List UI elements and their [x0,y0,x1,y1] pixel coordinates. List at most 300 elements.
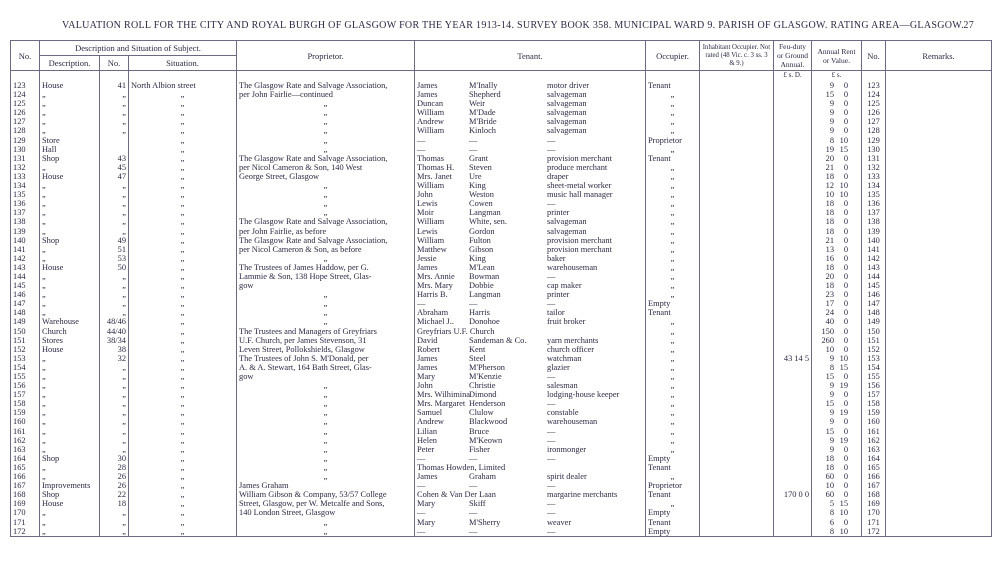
col-tenant: Tenant. [415,41,646,71]
row-remarks [886,245,992,254]
row-tenant [415,372,646,381]
row-rent [812,427,862,436]
row-feuduty [774,481,812,490]
row-rent [812,354,862,363]
row-inhabitant [700,399,774,408]
tenant-occupation: salvageman [547,217,587,227]
row-tenant [415,236,646,245]
row-proprietor: „ [237,463,415,472]
tenant-first-name: Thomas [417,153,444,163]
row-remarks [886,490,992,499]
row-remarks [886,254,992,263]
row-description: „ [40,281,100,290]
row-feuduty [774,272,812,281]
table-row [11,454,992,463]
row-occupier: „ [646,181,700,190]
row-rent [812,527,862,537]
row-description: Church [40,327,100,336]
row-description: Warehouse [40,317,100,326]
rent-pounds: 9 [829,408,834,418]
row-feuduty [774,136,812,145]
row-no: 141 [11,245,40,254]
row-remarks [886,154,992,163]
tenant-surname: Sandeman & Co. [469,335,527,345]
row-situation: „ [129,390,237,399]
row-remarks [886,317,992,326]
rent-pounds: 8 [829,526,834,536]
row-no: 139 [11,227,40,236]
table-row [11,172,992,181]
row-no2: 171 [862,518,886,527]
table-row [11,254,992,263]
table-row [11,227,992,236]
row-inhabitant [700,408,774,417]
row-proprietor: „ [237,290,415,299]
row-description: „ [40,508,100,517]
row-occupier: „ [646,445,700,454]
rent-pounds: 260 [821,335,834,345]
row-no2: 163 [862,445,886,454]
tenant-surname: Cowen [469,199,493,209]
row-inhabitant [700,427,774,436]
tenant-first-name: William [417,235,445,245]
tenant-surname: — [469,526,478,536]
row-occupier: „ [646,354,700,363]
valuation-table [10,40,992,537]
row-description: House [40,499,100,508]
tenant-occupation: constable [547,408,579,418]
row-situation: „ [129,463,237,472]
tenant-first-name: — [417,299,426,309]
col-inhabitant: Inhabitant Occupier. Not rated (48 Vic. c. 3 ss. 3 & 9.) [700,41,774,71]
row-rent [812,108,862,117]
row-number: „ [100,508,129,517]
row-remarks [886,199,992,208]
row-inhabitant [700,217,774,226]
tenant-occupation: warehouseman [547,417,598,427]
row-tenant [415,527,646,537]
row-proprietor: The Glasgow Rate and Salvage Association, [237,217,415,226]
tenant-surname: Kinloch [469,126,496,136]
tenant-first-name: Peter [417,444,435,454]
tenant-first-name: Jessie [417,253,437,263]
row-feuduty: 170 0 0 [774,490,812,499]
row-occupier: „ [646,90,700,99]
row-tenant [415,381,646,390]
row-number: „ [100,199,129,208]
row-tenant [415,281,646,290]
row-inhabitant [700,181,774,190]
tenant-first-name: Duncan [417,99,444,109]
tenant-first-name: Mary [417,499,436,509]
row-no2: 124 [862,90,886,99]
row-no2: 146 [862,290,886,299]
tenant-first-name: Andrew [417,117,444,127]
rent-pounds: 18 [825,226,834,236]
tenant-occupation: — [547,499,556,509]
row-description: „ [40,199,100,208]
table-row [11,508,992,517]
tenant-occupation: salvageman [547,117,587,127]
row-no2: 172 [862,527,886,537]
table-row [11,190,992,199]
row-rent [812,472,862,481]
row-situation: „ [129,518,237,527]
row-inhabitant [700,490,774,499]
rent-shillings: 0 [843,390,848,400]
row-tenant [415,481,646,490]
row-feuduty [774,308,812,317]
row-feuduty [774,436,812,445]
tenant-occupation: salvageman [547,99,587,109]
tenant-occupation: fruit broker [547,317,586,327]
col-no2: No. [862,41,886,71]
rent-shillings: 0 [843,244,848,254]
row-no: 144 [11,272,40,281]
row-proprietor: „ [237,181,415,190]
row-inhabitant [700,472,774,481]
tenant-surname: Shepherd [469,90,501,100]
row-inhabitant [700,263,774,272]
table-row [11,108,992,117]
row-no2: 148 [862,308,886,317]
row-feuduty [774,99,812,108]
row-no2: 162 [862,436,886,445]
rent-units: £ s. [812,71,862,82]
row-no: 161 [11,427,40,436]
row-feuduty [774,372,812,381]
row-inhabitant [700,381,774,390]
tenant-surname: Dobbie [469,281,494,291]
table-row [11,281,992,290]
tenant-surname: Dimond [469,390,497,400]
rent-pounds: 18 [825,199,834,209]
row-tenant [415,454,646,463]
row-situation: „ [129,308,237,317]
tenant-first-name: Robert [417,344,440,354]
rent-pounds: 18 [825,453,834,463]
row-number: „ [100,363,129,372]
rent-pounds: 19 [825,144,834,154]
tenant-surname: Weir [469,99,486,109]
tenant-first-name: James [417,472,438,482]
row-description: Shop [40,454,100,463]
table-row [11,126,992,135]
row-number: „ [100,308,129,317]
row-tenant [415,163,646,172]
rent-shillings: 0 [843,199,848,209]
col-desc-group: Description and Situation of Subject. [40,41,237,56]
row-remarks [886,417,992,426]
tenant-occupation: salvageman [547,226,587,236]
row-number: „ [100,518,129,527]
row-tenant [415,490,646,499]
row-no: 146 [11,290,40,299]
row-no: 132 [11,163,40,172]
row-situation: „ [129,181,237,190]
row-no2: 167 [862,481,886,490]
row-tenant [415,427,646,436]
row-no: 150 [11,327,40,336]
col-situation: Situation. [129,56,237,71]
row-no2: 123 [862,81,886,90]
row-occupier: „ [646,399,700,408]
rent-pounds: 9 [829,417,834,427]
row-number: „ [100,227,129,236]
tenant-occupation: — [547,426,556,436]
rent-shillings: 19 [839,408,848,418]
row-no2: 126 [862,108,886,117]
table-row [11,299,992,308]
row-description: „ [40,90,100,99]
row-remarks [886,327,992,336]
row-no2: 142 [862,254,886,263]
row-occupier: „ [646,408,700,417]
row-occupier: „ [646,163,700,172]
row-rent [812,445,862,454]
row-occupier: „ [646,199,700,208]
tenant-occupation: — [547,481,556,491]
row-number: „ [100,381,129,390]
row-tenant [415,308,646,317]
row-description: „ [40,299,100,308]
tenant-first-name: William [417,126,445,136]
row-proprietor: per John Fairlie, as before [237,227,415,236]
row-occupier: Tenant [646,308,700,317]
row-no: 168 [11,490,40,499]
tenant-occupation: salvageman [547,90,587,100]
tenant-surname: Gordon [469,226,495,236]
tenant-first-name: John [417,190,433,200]
row-no: 127 [11,117,40,126]
rent-shillings: 0 [843,81,848,90]
row-tenant [415,327,646,336]
rent-shillings: 0 [843,126,848,136]
table-row [11,463,992,472]
rent-pounds: 18 [825,262,834,272]
tenant-surname: Clulow [469,408,494,418]
row-no: 156 [11,381,40,390]
row-rent [812,290,862,299]
row-rent [812,508,862,517]
row-occupier: „ [646,254,700,263]
row-situation: „ [129,90,237,99]
tenant-surname: — [469,299,478,309]
row-inhabitant [700,354,774,363]
tenant-first-name: Mary [417,517,436,527]
row-no2: 127 [862,117,886,126]
row-number: 44/40 [100,327,129,336]
row-tenant [415,181,646,190]
row-feuduty [774,454,812,463]
row-no: 148 [11,308,40,317]
row-no2: 168 [862,490,886,499]
row-no: 157 [11,390,40,399]
row-feuduty [774,463,812,472]
row-tenant [415,299,646,308]
row-occupier: „ [646,190,700,199]
rent-shillings: 0 [843,453,848,463]
rent-shillings: 0 [843,399,848,409]
page-header [62,20,974,34]
rent-pounds: 10 [825,190,834,200]
tenant-first-name: — [417,508,426,518]
row-remarks [886,272,992,281]
row-feuduty [774,145,812,154]
row-inhabitant [700,345,774,354]
row-occupier: „ [646,436,700,445]
row-no: 131 [11,154,40,163]
rent-pounds: 13 [825,244,834,254]
row-no: 123 [11,81,40,90]
table-row [11,317,992,326]
row-remarks [886,227,992,236]
row-rent [812,408,862,417]
rent-shillings: 0 [843,335,848,345]
rent-pounds: 15 [825,372,834,381]
row-no: 153 [11,354,40,363]
tenant-first-name: James [417,353,438,363]
tenant-occupation: printer [547,208,570,218]
rent-pounds: 6 [829,517,834,527]
row-situation: „ [129,454,237,463]
row-inhabitant [700,90,774,99]
tenant-occupation: baker [547,253,566,263]
row-feuduty [774,108,812,117]
row-occupier: „ [646,381,700,390]
rent-pounds: 8 [829,508,834,518]
tenant-first-name: Lewis [417,226,438,236]
row-inhabitant [700,117,774,126]
row-remarks [886,354,992,363]
tenant-surname: M'Sherry [469,517,501,527]
row-situation: „ [129,163,237,172]
row-number: 47 [100,172,129,181]
row-inhabitant [700,390,774,399]
tenant-first-name: James [417,262,438,272]
row-description: „ [40,99,100,108]
tenant-first-name: Matthew [417,244,447,254]
row-inhabitant [700,454,774,463]
tenant-occupation: church officer [547,344,595,354]
row-remarks [886,372,992,381]
row-inhabitant [700,136,774,145]
row-feuduty [774,227,812,236]
row-inhabitant [700,417,774,426]
row-proprietor: „ [237,99,415,108]
tenant-surname: White, sen. [469,217,507,227]
row-no: 143 [11,263,40,272]
tenant-first-name: Lilian [417,426,438,436]
row-no2: 136 [862,199,886,208]
tenant-surname: Ure [469,171,482,181]
table-row [11,527,992,537]
table-row [11,236,992,245]
tenant-first-name: Helen [417,435,437,445]
row-tenant [415,463,646,472]
tenant-occupation: spirit dealer [547,472,587,482]
row-inhabitant [700,436,774,445]
rent-pounds: 21 [825,235,834,245]
rent-pounds: 9 [829,381,834,391]
row-proprietor: „ [237,308,415,317]
tenant-occupation: salesman [547,381,578,391]
row-rent [812,281,862,290]
row-feuduty [774,208,812,217]
table-row [11,490,992,499]
row-no2: 144 [862,272,886,281]
row-no2: 152 [862,345,886,354]
tenant-surname: — [469,135,478,145]
rent-shillings: 0 [843,326,848,336]
rent-shillings: 10 [839,181,848,191]
row-no: 134 [11,181,40,190]
row-occupier: „ [646,417,700,426]
row-description: Shop [40,490,100,499]
row-no: 129 [11,136,40,145]
row-remarks [886,190,992,199]
row-no: 137 [11,208,40,217]
row-no2: 143 [862,263,886,272]
row-situation: „ [129,372,237,381]
tenant-first-name: Lewis [417,199,438,209]
row-occupier: „ [646,345,700,354]
row-situation: „ [129,272,237,281]
row-inhabitant [700,445,774,454]
row-description: House [40,81,100,90]
row-number: „ [100,90,129,99]
row-occupier: „ [646,126,700,135]
col-feuduty: Feu-duty or Ground Annual. [774,41,812,71]
rent-shillings: 0 [843,490,848,500]
rent-shillings: 0 [843,208,848,218]
tenant-occupation: tailor [547,308,565,318]
row-situation: „ [129,472,237,481]
row-situation: North Albion street [129,81,237,90]
row-feuduty [774,508,812,517]
row-tenant [415,108,646,117]
rent-pounds: 150 [821,326,834,336]
row-no: 147 [11,299,40,308]
tenant-occupation: weaver [547,517,572,527]
row-description: „ [40,408,100,417]
row-proprietor: Street, Glasgow, per W. Metcalfe and Sons, [237,499,415,508]
row-occupier: „ [646,217,700,226]
rent-shillings: 0 [843,299,848,309]
row-situation: „ [129,354,237,363]
row-rent [812,345,862,354]
tenant-first-name: William [417,217,445,227]
row-tenant [415,190,646,199]
row-occupier: Tenant [646,490,700,499]
row-inhabitant [700,154,774,163]
rent-pounds: 10 [825,481,834,491]
row-feuduty [774,345,812,354]
row-rent [812,263,862,272]
rent-pounds: 12 [825,181,834,191]
row-tenant [415,145,646,154]
tenant-surname: — [469,508,478,518]
row-inhabitant [700,208,774,217]
row-number: „ [100,99,129,108]
rent-shillings: 15 [839,362,848,372]
row-description: „ [40,108,100,117]
row-inhabitant [700,518,774,527]
row-inhabitant [700,336,774,345]
row-no: 140 [11,236,40,245]
row-rent [812,154,862,163]
row-no: 171 [11,518,40,527]
